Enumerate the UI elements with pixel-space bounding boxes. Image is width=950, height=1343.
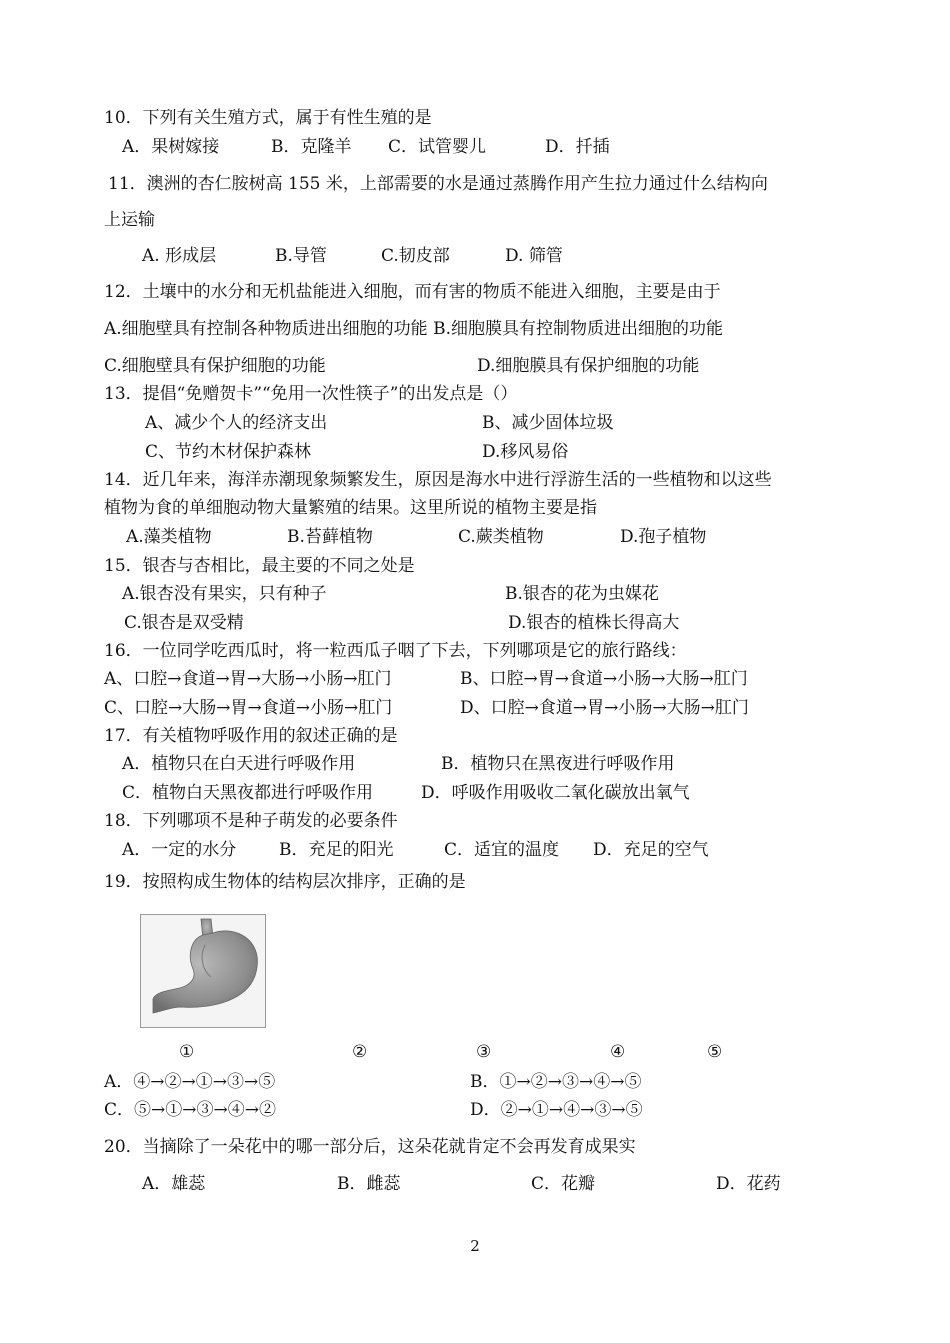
q13-option-a: A、减少个人的经济支出 xyxy=(145,413,328,433)
q19-label-5: ⑤ xyxy=(707,1042,723,1062)
q11-stem-line1: 11．澳洲的杏仁胺树高 155 米，上部需要的水是通过蒸腾作用产生拉力通过什么结构向 xyxy=(108,174,768,194)
q11-option-d: D. 筛管 xyxy=(505,246,563,266)
q19-label-3: ③ xyxy=(476,1042,492,1062)
q19-option-c: C．⑤→①→③→④→② xyxy=(104,1100,276,1120)
q18-option-b: B．充足的阳光 xyxy=(279,840,394,860)
q15-option-d: D.银杏的植株长得高大 xyxy=(508,613,680,633)
q10-stem: 10．下列有关生殖方式，属于有性生殖的是 xyxy=(104,108,432,128)
q19-option-b: B．①→②→③→④→⑤ xyxy=(470,1072,642,1092)
q19-label-1: ① xyxy=(179,1042,195,1062)
q13-stem: 13．提倡“免赠贺卡”“免用一次性筷子”的出发点是（） xyxy=(104,384,518,404)
q17-option-d: D．呼吸作用吸收二氧化碳放出氧气 xyxy=(421,783,690,803)
q18-stem: 18．下列哪项不是种子萌发的必要条件 xyxy=(104,811,398,831)
q19-option-a: A．④→②→①→③→⑤ xyxy=(104,1072,276,1092)
q18-option-a: A．一定的水分 xyxy=(122,840,237,860)
q11-option-a: A. 形成层 xyxy=(142,246,217,266)
q15-stem: 15．银杏与杏相比，最主要的不同之处是 xyxy=(104,556,415,576)
q15-option-a: A.银杏没有果实，只有种子 xyxy=(122,584,327,604)
page-number: 2 xyxy=(470,1237,480,1255)
q18-option-d: D．充足的空气 xyxy=(593,840,709,860)
q11-option-c: C.韧皮部 xyxy=(381,246,450,266)
q20-option-b: B．雌蕊 xyxy=(337,1174,401,1194)
q12-stem: 12．土壤中的水分和无机盐能进入细胞，而有害的物质不能进入细胞，主要是由于 xyxy=(104,282,721,302)
q16-stem: 16．一位同学吃西瓜时，将一粒西瓜子咽了下去，下列哪项是它的旅行路线： xyxy=(104,641,687,661)
q17-option-b: B．植物只在黑夜进行呼吸作用 xyxy=(441,754,675,774)
q18-option-c: C．适宜的温度 xyxy=(444,840,560,860)
q17-stem: 17．有关植物呼吸作用的叙述正确的是 xyxy=(104,726,398,746)
q10-option-c: C．试管婴儿 xyxy=(388,137,487,157)
q11-option-b: B.导管 xyxy=(275,246,327,266)
q15-option-b: B.银杏的花为虫媒花 xyxy=(505,584,659,604)
q17-option-c: C．植物白天黑夜都进行呼吸作用 xyxy=(122,783,374,803)
stomach-icon xyxy=(141,915,265,1027)
q20-option-c: C．花瓣 xyxy=(531,1174,596,1194)
q17-option-a: A．植物只在白天进行呼吸作用 xyxy=(122,754,356,774)
q13-option-c: C、节约木材保护森林 xyxy=(145,442,312,462)
q14-stem-line1: 14．近几年来，海洋赤潮现象频繁发生，原因是海水中进行浮游生活的一些植物和以这些 xyxy=(104,470,772,490)
q14-option-a: A.藻类植物 xyxy=(126,527,212,547)
q10-option-d: D．扦插 xyxy=(545,137,610,157)
q16-option-c: C、口腔→大肠→胃→食道→小肠→肛门 xyxy=(104,698,393,718)
q12-option-d: D.细胞膜具有保护细胞的功能 xyxy=(477,356,700,376)
q10-option-a: A．果树嫁接 xyxy=(122,137,220,157)
q19-label-2: ② xyxy=(352,1042,368,1062)
q19-stem: 19．按照构成生物体的结构层次排序，正确的是 xyxy=(104,872,466,892)
q14-option-d: D.孢子植物 xyxy=(620,527,707,547)
q14-stem-line2: 植物为食的单细胞动物大量繁殖的结果。这里所说的植物主要是指 xyxy=(104,498,597,518)
q19-label-4: ④ xyxy=(610,1042,626,1062)
q16-option-a: A、口腔→食道→胃→大肠→小肠→肛门 xyxy=(104,669,392,689)
q15-option-c: C.银杏是双受精 xyxy=(124,613,244,633)
q16-option-d: D、口腔→食道→胃→小肠→大肠→肛门 xyxy=(460,698,749,718)
q14-option-c: C.蕨类植物 xyxy=(458,527,544,547)
q16-option-b: B、口腔→胃→食道→小肠→大肠→肛门 xyxy=(460,669,748,689)
q12-options-ab: A.细胞壁具有控制各种物质进出细胞的功能 B.细胞膜具有控制物质进出细胞的功能 xyxy=(104,319,723,339)
q13-option-b: B、减少固体垃圾 xyxy=(482,413,614,433)
q11-stem-line2: 上运输 xyxy=(104,210,155,230)
q10-option-b: B．克隆羊 xyxy=(271,137,352,157)
q20-stem: 20．当摘除了一朵花中的哪一部分后，这朵花就肯定不会再发育成果实 xyxy=(104,1137,636,1157)
q14-option-b: B.苔藓植物 xyxy=(287,527,373,547)
q20-option-a: A．雄蕊 xyxy=(142,1174,206,1194)
q19-option-d: D．②→①→④→③→⑤ xyxy=(470,1100,643,1120)
q13-option-d: D.移风易俗 xyxy=(482,442,569,462)
q12-option-c: C.细胞壁具有保护细胞的功能 xyxy=(104,356,326,376)
stomach-figure xyxy=(140,914,266,1028)
q20-option-d: D．花药 xyxy=(716,1174,781,1194)
